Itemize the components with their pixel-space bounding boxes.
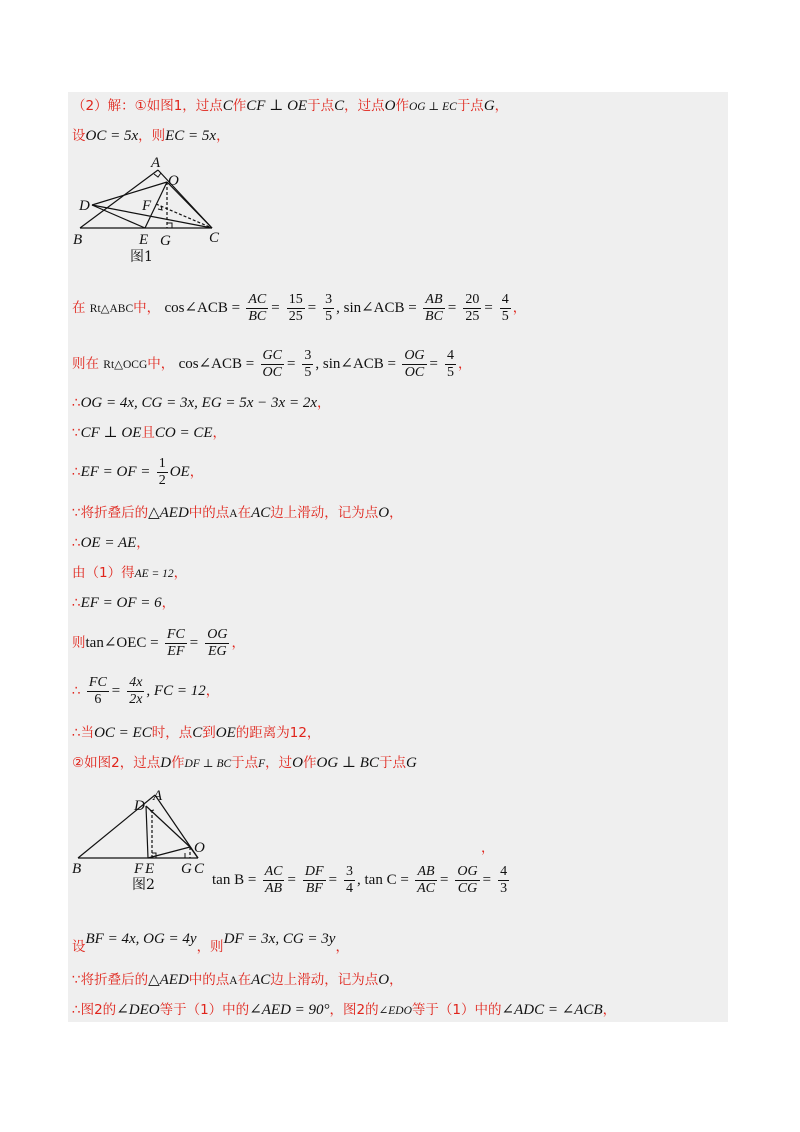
math: G — [483, 98, 495, 114]
math: = — [428, 356, 439, 372]
fraction: $\frac{FC}{6}$ — [88, 674, 107, 707]
label-b: B — [73, 232, 83, 248]
text: ， — [205, 683, 220, 699]
figure-1-caption: 图1 — [130, 249, 153, 265]
math: = — [306, 300, 317, 316]
fraction: $\frac{AB}{BC}$ — [425, 291, 443, 324]
text: ， — [136, 535, 150, 551]
text: ， — [389, 505, 403, 521]
math: Rt△OCG — [103, 359, 148, 371]
fraction: $\frac{3}{4}$ — [346, 863, 353, 896]
math: A — [229, 508, 238, 520]
label-a: A — [153, 788, 163, 804]
text: 边上滑动，记为点 — [270, 972, 379, 988]
fraction: $\frac{OG}{EG}$ — [207, 626, 228, 659]
line-9 — [72, 533, 150, 553]
fraction: $\frac{OG}{OC}$ — [404, 347, 425, 380]
text: 作 — [395, 98, 409, 114]
math: CF ⊥ OE — [246, 98, 308, 114]
math: = — [285, 356, 297, 372]
label-g: G — [160, 233, 171, 249]
text: 等于（1）中的 — [159, 1002, 250, 1018]
line-18 — [72, 970, 403, 991]
text: 设 — [72, 128, 86, 144]
fraction: $\frac{1}{2}$ — [158, 455, 166, 488]
text: 到 — [202, 725, 216, 741]
text: 在 — [72, 300, 86, 316]
figure-2-caption: 图2 — [132, 877, 155, 893]
line-16 — [212, 862, 511, 898]
math: O — [378, 972, 390, 988]
text: 于点 — [456, 98, 484, 114]
math: BF = 4x, OG = 4y — [85, 931, 197, 947]
math: EF = OF = 6 — [80, 595, 162, 611]
text: 中， — [133, 300, 161, 316]
text: ∴图2的 — [72, 1002, 117, 1018]
math: , FC = 12 — [146, 683, 206, 699]
math: △AED — [148, 972, 189, 988]
line-5 — [72, 393, 331, 413]
text: ， — [212, 425, 227, 441]
math: OC = 5x — [85, 128, 139, 144]
text: ，过点 — [344, 98, 385, 114]
math: = — [446, 300, 458, 316]
label-g: G — [181, 861, 192, 877]
math: OE — [169, 464, 190, 480]
text: 时，点 — [151, 725, 193, 741]
fraction: $\frac{FC}{EF}$ — [166, 626, 185, 659]
fraction: $\frac{20}{25}$ — [465, 291, 480, 324]
label-f: F — [142, 198, 152, 214]
text: 作 — [303, 755, 317, 771]
math: , sin∠ACB = — [336, 300, 417, 316]
line-1 — [72, 96, 508, 117]
line-15 — [72, 753, 417, 774]
text: 中， — [147, 356, 175, 372]
text: ∵ — [72, 425, 81, 441]
text: 在 — [237, 505, 252, 521]
math: tan B = — [212, 872, 257, 888]
text: 且 — [141, 425, 155, 441]
text: ， — [389, 972, 403, 988]
math: C — [192, 725, 203, 741]
label-d: D — [79, 198, 90, 214]
math: ∠EDO — [378, 1005, 412, 1017]
label-b: B — [72, 861, 82, 877]
fraction: $\frac{AB}{AC}$ — [417, 863, 435, 896]
math: O — [384, 98, 396, 114]
math: AC — [251, 972, 271, 988]
fraction: $\frac{4}{5}$ — [446, 347, 454, 380]
label-c: C — [194, 861, 205, 877]
label-o: O — [194, 840, 205, 856]
line-7 — [72, 454, 203, 490]
fraction: $\frac{3}{5}$ — [325, 291, 333, 324]
text: ，过 — [265, 755, 293, 771]
line-19 — [72, 1000, 616, 1021]
math: △AED — [148, 505, 189, 521]
math: = — [110, 683, 121, 699]
text: 边上滑动，记为点 — [270, 505, 379, 521]
line-17 — [72, 928, 349, 955]
text: ∵将折叠后的 — [72, 972, 149, 988]
fraction: $\frac{4}{3}$ — [500, 863, 508, 896]
math: DF = 3x, CG = 3y — [223, 931, 336, 947]
text: ∴ — [72, 683, 81, 699]
text: ，图2的 — [329, 1002, 379, 1018]
text: 设 — [72, 939, 86, 955]
line-2 — [72, 126, 230, 146]
label-a: A — [151, 155, 161, 171]
math: CO = CE — [154, 425, 213, 441]
label-c: C — [209, 230, 220, 246]
math: F — [258, 758, 266, 770]
math: tan∠OEC = — [85, 635, 159, 651]
math: EF = OF = — [80, 464, 151, 480]
math: CF ⊥ OE — [80, 425, 142, 441]
text: 中的点 — [188, 972, 230, 988]
math: O — [292, 755, 304, 771]
math: = — [481, 872, 492, 888]
text: ， — [335, 939, 349, 955]
line-14 — [72, 723, 320, 743]
figure-2 — [70, 780, 215, 880]
math: cos∠ACB = — [164, 300, 241, 316]
math: OG ⊥ BC — [316, 755, 379, 771]
fraction: $\frac{15}{25}$ — [288, 291, 303, 324]
math: cos∠ACB = — [178, 356, 255, 372]
text: ， — [494, 98, 509, 114]
math: = — [270, 300, 281, 316]
math: = — [327, 872, 338, 888]
text: 于点 — [307, 98, 335, 114]
text: 等于（1）中的 — [411, 1002, 502, 1018]
text: ， — [602, 1002, 617, 1018]
math: O — [378, 505, 390, 521]
math: Rt△ABC — [89, 303, 134, 315]
fraction: $\frac{3}{5}$ — [304, 347, 312, 380]
text: 作 — [232, 98, 247, 114]
fraction: $\frac{DF}{BF}$ — [304, 863, 324, 896]
line-12 — [72, 625, 245, 661]
text: ， — [231, 635, 245, 651]
line-13 — [72, 673, 219, 709]
math: G — [405, 755, 417, 771]
text: 中的点 — [188, 505, 230, 521]
text: ，则 — [138, 128, 166, 144]
line-8 — [72, 503, 403, 524]
fraction: $\frac{AC}{BC}$ — [248, 291, 267, 324]
math: AE = 12 — [134, 568, 174, 580]
math: ∠ADC = ∠ACB — [501, 1002, 603, 1018]
trailing-comma: ， — [481, 840, 495, 856]
line-3 — [72, 290, 526, 327]
text: ∴ — [72, 395, 81, 411]
math: DF ⊥ BC — [184, 758, 232, 770]
text: ， — [457, 356, 472, 372]
label-o: O — [168, 173, 179, 189]
text: 则在 — [72, 356, 99, 372]
math: , sin∠ACB = — [315, 356, 397, 372]
text: ∴ — [72, 535, 81, 551]
math: AC — [251, 505, 271, 521]
math: OC = EC — [94, 725, 152, 741]
text: ， — [173, 565, 188, 581]
text: （2）解：①如图1，过点 — [72, 98, 223, 114]
math: , tan C = — [357, 872, 409, 888]
math: EC = 5x — [165, 128, 217, 144]
text: ， — [512, 300, 527, 316]
fraction: $\frac{4}{5}$ — [501, 291, 509, 324]
fraction: $\frac{OG}{CG}$ — [457, 863, 478, 896]
text: ∴当 — [72, 725, 95, 741]
text: ，则 — [196, 939, 224, 955]
text: 作 — [171, 755, 185, 771]
math: D — [160, 755, 172, 771]
math: = — [438, 872, 450, 888]
math: OG = 4x, CG = 3x, EG = 5x − 3x = 2x — [80, 395, 317, 411]
label-f: F — [134, 861, 144, 877]
text: ②如图2，过点 — [72, 755, 161, 771]
line-6 — [72, 423, 226, 443]
math: = — [188, 635, 199, 651]
text: ∴ — [72, 464, 81, 480]
text: ， — [216, 128, 230, 144]
text: 由（1）得 — [72, 565, 135, 581]
text: 于点 — [378, 755, 406, 771]
text: ， — [189, 464, 204, 480]
math: = — [483, 300, 494, 316]
text: ， — [317, 395, 331, 411]
math: ∠AED = 90° — [249, 1002, 330, 1018]
math: C — [334, 98, 345, 114]
line-11 — [72, 593, 175, 613]
text: ∴ — [72, 595, 81, 611]
text: 则 — [72, 635, 86, 651]
text: 的距离为12， — [235, 725, 321, 741]
label-e: E — [139, 232, 149, 248]
fraction: $\frac{4x}{2x}$ — [129, 674, 143, 707]
math: ∠DEO — [116, 1002, 160, 1018]
text: 于点 — [231, 755, 259, 771]
math: C — [222, 98, 233, 114]
math: = — [286, 872, 297, 888]
fraction: $\frac{AC}{AB}$ — [264, 863, 283, 896]
label-e: E — [145, 861, 155, 877]
text: 在 — [237, 972, 252, 988]
line-4 — [72, 346, 471, 383]
math: OE — [215, 725, 236, 741]
line-10 — [72, 563, 187, 584]
fraction: $\frac{GC}{OC}$ — [262, 347, 282, 380]
text: ， — [161, 595, 176, 611]
text: ∵将折叠后的 — [72, 505, 149, 521]
math: A — [229, 975, 238, 987]
label-d: D — [134, 798, 145, 814]
math: OG ⊥ EC — [408, 101, 457, 113]
math: OE = AE — [80, 535, 137, 551]
